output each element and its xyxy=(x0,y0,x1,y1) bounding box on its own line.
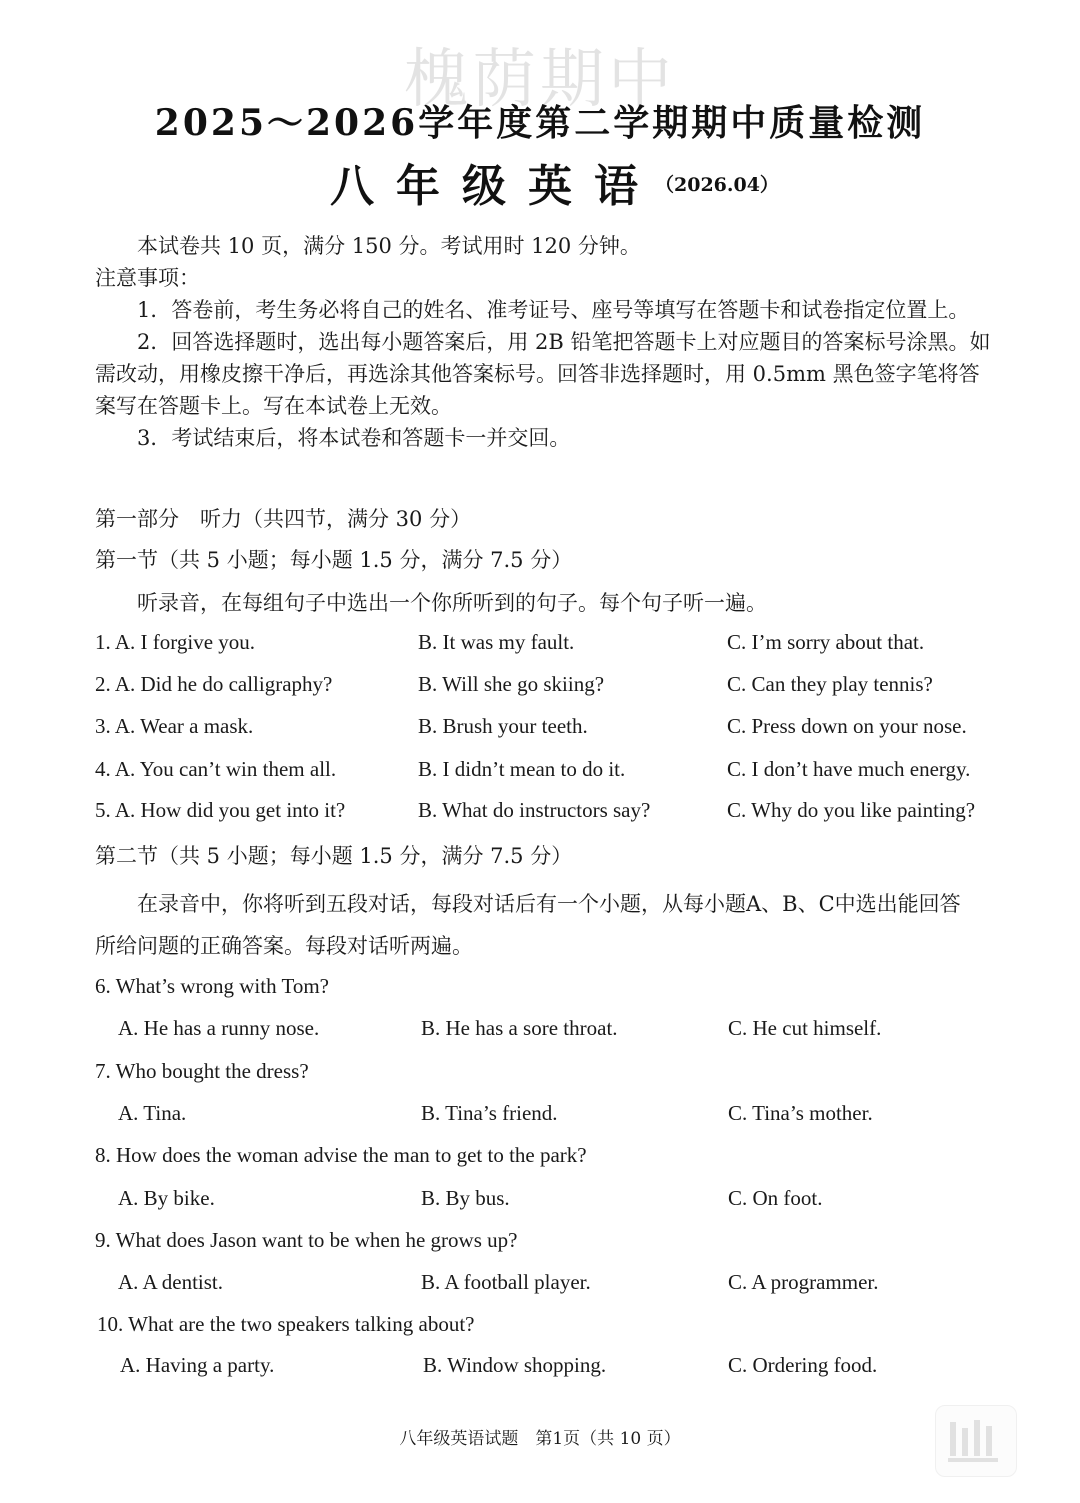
notice-2-line2: 需改动，用橡皮擦干净后，再选涂其他答案标号。回答非选择题时，用 0.5mm 黑色签字笔将答 xyxy=(95,362,980,386)
question-10-option-a: A. Having a party. xyxy=(120,1353,275,1377)
item-5-option-b: B. What do instructors say? xyxy=(418,798,651,822)
question-6-option-b: B. He has a sore throat. xyxy=(421,1016,618,1040)
question-8-option-b: B. By bus. xyxy=(421,1186,510,1210)
page-footer: 八年级英语试题 第1页（共 10 页） xyxy=(399,1429,681,1449)
question-9: 9. What does Jason want to be when he grows up? xyxy=(95,1228,518,1252)
question-7: 7. Who bought the dress? xyxy=(95,1059,309,1083)
section2-heading: 第二节（共 5 小题；每小题 1.5 分，满分 7.5 分） xyxy=(95,844,573,868)
exam-subtitle: 八年级英语 xyxy=(330,161,660,212)
item-3-option-b: B. Brush your teeth. xyxy=(418,714,588,738)
item-2-option-b: B. Will she go skiing? xyxy=(418,672,605,696)
app-logo-icon xyxy=(935,1405,1017,1477)
section2-instruction-line1: 在录音中，你将听到五段对话，每段对话后有一个小题，从每小题A、B、C中选出能回答 xyxy=(137,892,961,916)
question-7-option-b: B. Tina’s friend. xyxy=(421,1101,558,1125)
notice-3: 3．考试结束后，将本试卷和答题卡一并交回。 xyxy=(137,426,571,450)
question-8-option-a: A. By bike. xyxy=(118,1186,215,1210)
watermark: 槐荫期中 xyxy=(404,43,676,117)
part1-heading: 第一部分 听力（共四节，满分 30 分） xyxy=(95,507,472,531)
notice-2-line3: 案写在答题卡上。写在本试卷上无效。 xyxy=(95,394,452,418)
section1-instruction: 听录音，在每组句子中选出一个你所听到的句子。每个句子听一遍。 xyxy=(137,591,767,615)
item-5-option-c: C. Why do you like painting? xyxy=(727,798,976,822)
item-2-option-c: C. Can they play tennis? xyxy=(727,672,933,696)
question-6-option-c: C. He cut himself. xyxy=(728,1016,882,1040)
question-7-option-a: A. Tina. xyxy=(118,1101,187,1125)
question-9-option-b: B. A football player. xyxy=(421,1270,591,1294)
item-3-option-a: 3. A. Wear a mask. xyxy=(95,714,254,738)
item-4-option-a: 4. A. You can’t win them all. xyxy=(95,757,337,781)
section2-instruction-line2: 所给问题的正确答案。每段对话听两遍。 xyxy=(95,934,473,958)
question-10-option-b: B. Window shopping. xyxy=(423,1353,607,1377)
notice-2-line1: 2．回答选择题时，选出每小题答案后，用 2B 铅笔把答题卡上对应题目的答案标号涂黑。如 xyxy=(137,330,991,354)
notice-heading: 注意事项： xyxy=(95,266,200,290)
notice-1: 1．答卷前，考生务必将自己的姓名、准考证号、座号等填写在答题卡和试卷指定位置上。 xyxy=(137,298,970,322)
item-5-option-a: 5. A. How did you get into it? xyxy=(95,798,346,822)
question-8-option-c: C. On foot. xyxy=(728,1186,823,1210)
question-8: 8. How does the woman advise the man to get to the park? xyxy=(95,1143,587,1167)
question-10: 10. What are the two speakers talking about? xyxy=(97,1312,475,1336)
question-7-option-c: C. Tina’s mother. xyxy=(728,1101,873,1125)
item-1-option-c: C. I’m sorry about that. xyxy=(727,630,925,654)
item-1-option-a: 1. A. I forgive you. xyxy=(95,630,256,654)
exam-date: （2026.04） xyxy=(655,174,779,196)
item-4-option-c: C. I don’t have much energy. xyxy=(727,757,971,781)
item-3-option-c: C. Press down on your nose. xyxy=(727,714,967,738)
exam-summary: 本试卷共 10 页，满分 150 分。考试用时 120 分钟。 xyxy=(137,234,641,258)
item-2-option-a: 2. A. Did he do calligraphy? xyxy=(95,672,333,696)
item-4-option-b: B. I didn’t mean to do it. xyxy=(418,757,626,781)
question-6-option-a: A. He has a runny nose. xyxy=(118,1016,320,1040)
question-9-option-a: A. A dentist. xyxy=(118,1270,224,1294)
exam-title: 2025～2026学年度第二学期期中质量检测 xyxy=(154,102,926,144)
question-9-option-c: C. A programmer. xyxy=(728,1270,879,1294)
question-10-option-c: C. Ordering food. xyxy=(728,1353,878,1377)
question-6: 6. What’s wrong with Tom? xyxy=(95,974,329,998)
section1-heading: 第一节（共 5 小题；每小题 1.5 分，满分 7.5 分） xyxy=(95,548,573,572)
item-1-option-b: B. It was my fault. xyxy=(418,630,575,654)
